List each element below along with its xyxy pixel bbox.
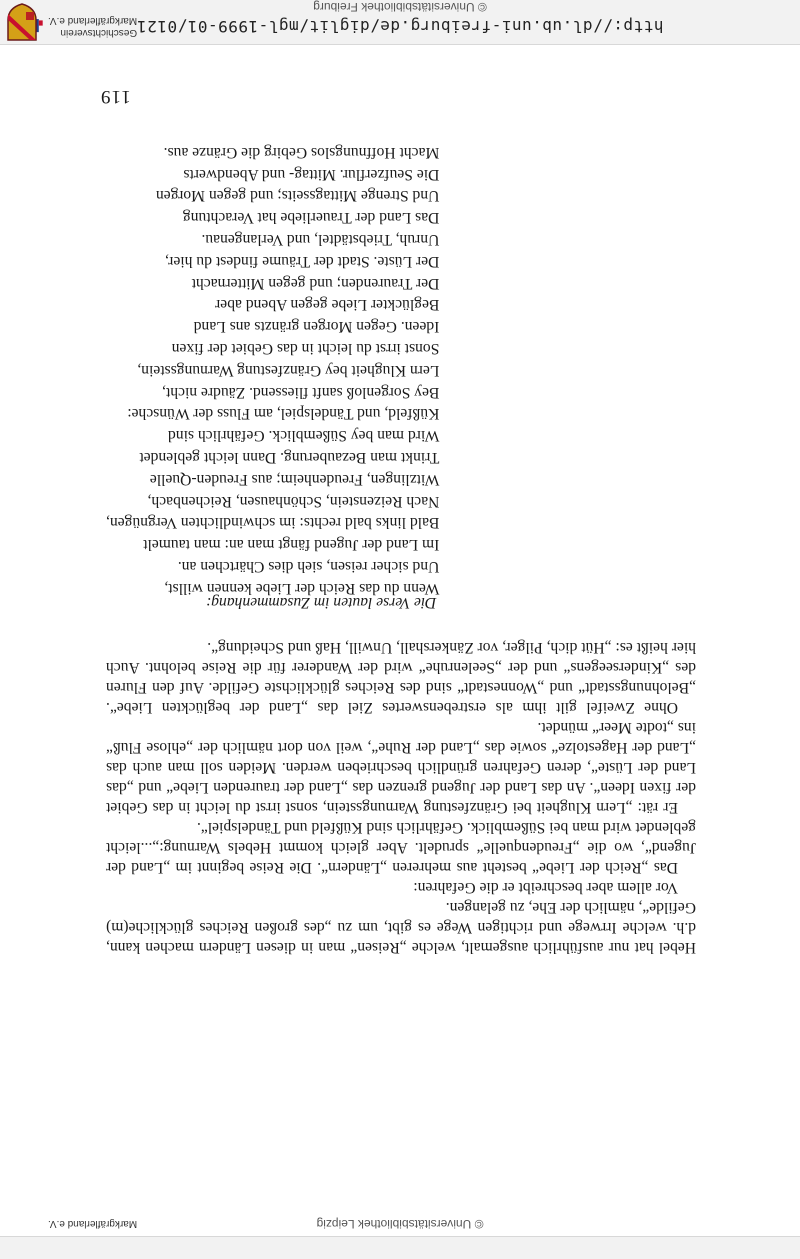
footer-copyright: © Universitätsbibliothek Leipzig: [316, 1217, 484, 1231]
poem-line: Witzlingen, Freudenheim; aus Freuden-Quelle: [149, 470, 440, 488]
poem-line: Küßfeld, und Tändelspiel, am Fluss der Wünsche:: [127, 405, 440, 423]
society-name: Geschichtsverein Markgräflerland e.V.: [48, 15, 138, 38]
copyright-text: © Universitätsbibliothek Freiburg: [313, 0, 487, 14]
poem-line: Wird man bey Süßemblick. Gefährlich sind: [168, 427, 440, 445]
poem-line: Das Land der Trauerliebe hat Verachtung: [182, 209, 440, 227]
prose-text: [106, 637, 696, 957]
poem-line: Sonst irrst du leicht in das Gebiet der fixen: [171, 339, 440, 357]
poem-line: Unruh, Triebstädtel, und Verlangenau.: [201, 230, 440, 248]
poem-line: Bald links bald rechts: im schwindlichten Vergnügen,: [106, 514, 440, 532]
poem-line: Der Traurenden; und gegen Mitternacht: [191, 274, 440, 292]
poem-heading: Die Verse lauten im Zusammenhang:: [206, 594, 437, 611]
prose-paragraph: Ohne Zweifel gilt ihm als erstrebenswertes Ziel das „Land der beglückten Liebe“. „Belohnungsstadt“ und „Wonnestadt“ sind des Reiches glücklichste Gefilde. Auf den Fluren des „Kinderseegens“ und der „Seelenruhe“ wird der Wanderer für die Reise belohnt. Auch hier heißt es: „Hüt dich, Pilger, vor Zänkershall, Unwill, Haß und Scheidung“.: [106, 639, 696, 716]
page-number: 119: [100, 86, 131, 107]
poem-line: Die Seufzerflur. Mittag- und Abendwerts: [183, 165, 440, 183]
poem-line: Beglückter Liebe gegen Abend aber: [215, 296, 440, 314]
poem-line: Nach Reizenstein, Schönhausen, Reichenbach,: [147, 492, 440, 510]
poem-line: Macht Hoffnungslos Gebirg die Gränze aus.: [163, 143, 440, 161]
header-bar: [0, 0, 800, 45]
poem-line: Und sicher reisen, sieh dies Chärtchen an.: [177, 557, 440, 575]
poem: [106, 141, 439, 599]
society-crest-icon: [6, 2, 38, 42]
poem-line: Der Lüste. Stadt der Träume findest du hier,: [164, 252, 440, 270]
footer-society: Markgräflerland e.V.: [48, 1218, 138, 1229]
scanned-page: [0, 45, 800, 1237]
poem-line: Ideen. Gegen Morgen gränzts ans Land: [193, 318, 440, 336]
poem-line: Trinkt man Bezauberung. Dann leicht geblendet: [139, 448, 440, 466]
source-url[interactable]: http://dl.ub.uni-freiburg.de/diglit/mgl-1999-01/0121: [136, 17, 664, 36]
prose-paragraph: Hebel hat nur ausführlich ausgemalt, welche „Reisen“ man in diesen Ländern machen kann, d.h. welche Irrwege und richtigen Wege es gibt, um zu „des großen Reiches glückliche(m) Gefilde“, nämlich der Ehe, zu gelangen.: [106, 899, 696, 956]
poem-line: Und Strenge Mittagsseits; und gegen Morgen: [155, 187, 440, 205]
prose-paragraph: Er rät: „Lern Klugheit bei Gränzfestung Warnungsstein, sonst irrst du leicht in das Gebiet der fixen Ideen“. An das Land der Jugend grenzen das „Land der traurenden Liebe“ und „das Land der Lüste“, deren Gefahren gründlich beschrieben werden. Meiden soll man auch das „Land der Hagestolze“ sowie das „Land der Ruhe“, weil von dort nämlich der „ehlose Fluß“ ins „todte Meer“ mündet.: [106, 719, 696, 816]
poem-line: Im Land der Jugend fängt man an: man taumelt: [143, 536, 440, 554]
poem-line: Bey Sorgenloß sanft fliessend. Zäudre nicht,: [162, 383, 440, 401]
poem-line: Wenn du das Reich der Liebe kennen willst,: [164, 579, 440, 597]
prose-paragraph: Vor allem aber beschreibt er die Gefahren:: [413, 879, 678, 896]
footer-bar: [0, 1217, 800, 1259]
prose-paragraph: Das „Reich der Liebe“ besteht aus mehreren „Ländern“. Die Reise beginnt im „Land der Jugend“, wo die „Freudenquelle“ sprudelt. Aber gleich kommt Hebels Warnung:„...leicht geblendet wird man bei Süßemblick. Gefährlich sind Küßfeld und Tändelspiel“.: [106, 819, 696, 876]
poem-line: Lern Klugheit bey Gränzfestung Warnungsstein,: [137, 361, 440, 379]
